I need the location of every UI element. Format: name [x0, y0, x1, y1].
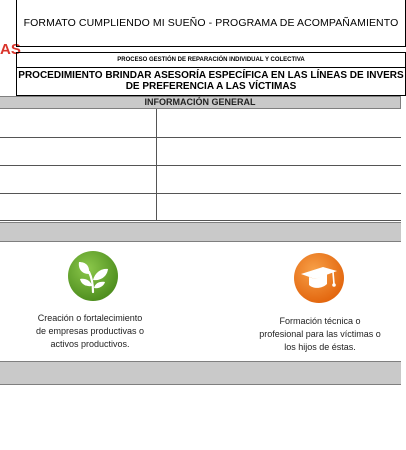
info-row	[0, 165, 401, 194]
info-row	[0, 137, 401, 166]
section-band	[0, 222, 401, 242]
procedure-line-1: PROCEDIMIENTO BRINDAR ASESORÍA ESPECÍFICA EN LAS LÍNEAS DE INVERS	[18, 70, 404, 81]
leaf-icon	[67, 250, 119, 302]
caption-line: Creación o fortalecimiento	[37, 313, 143, 323]
document-title-box	[16, 0, 406, 47]
option-caption-enterprise	[15, 312, 165, 351]
section-band	[0, 361, 401, 385]
caption-line: los hijos de éstas.	[284, 342, 356, 352]
option-caption-training	[235, 315, 405, 354]
general-info-grid	[0, 109, 401, 221]
caption-line: de empresas productivas o	[35, 326, 145, 336]
process-row	[16, 52, 406, 68]
info-grid-divider	[156, 109, 157, 221]
info-row	[0, 193, 401, 221]
logo-fragment: AS	[0, 41, 21, 58]
caption-line: profesional para las víctimas o	[259, 329, 381, 339]
process-name: PROCESO GESTIÓN DE REPARACIÓN INDIVIDUAL Y COLECTIVA	[117, 57, 305, 63]
procedure-row	[16, 68, 406, 96]
graduation-cap-icon	[293, 252, 345, 304]
procedure-line-2: DE PREFERENCIA A LAS VÍCTIMAS	[125, 80, 297, 92]
document-title: FORMATO CUMPLIENDO MI SUEÑO - PROGRAMA DE ACOMPAÑAMIENTO	[23, 17, 399, 29]
general-info-header: INFORMACIÓN GENERAL	[0, 96, 401, 109]
info-row	[0, 109, 401, 138]
caption-line: activos productivos.	[50, 339, 130, 349]
caption-line: Formación técnica o	[279, 316, 361, 326]
